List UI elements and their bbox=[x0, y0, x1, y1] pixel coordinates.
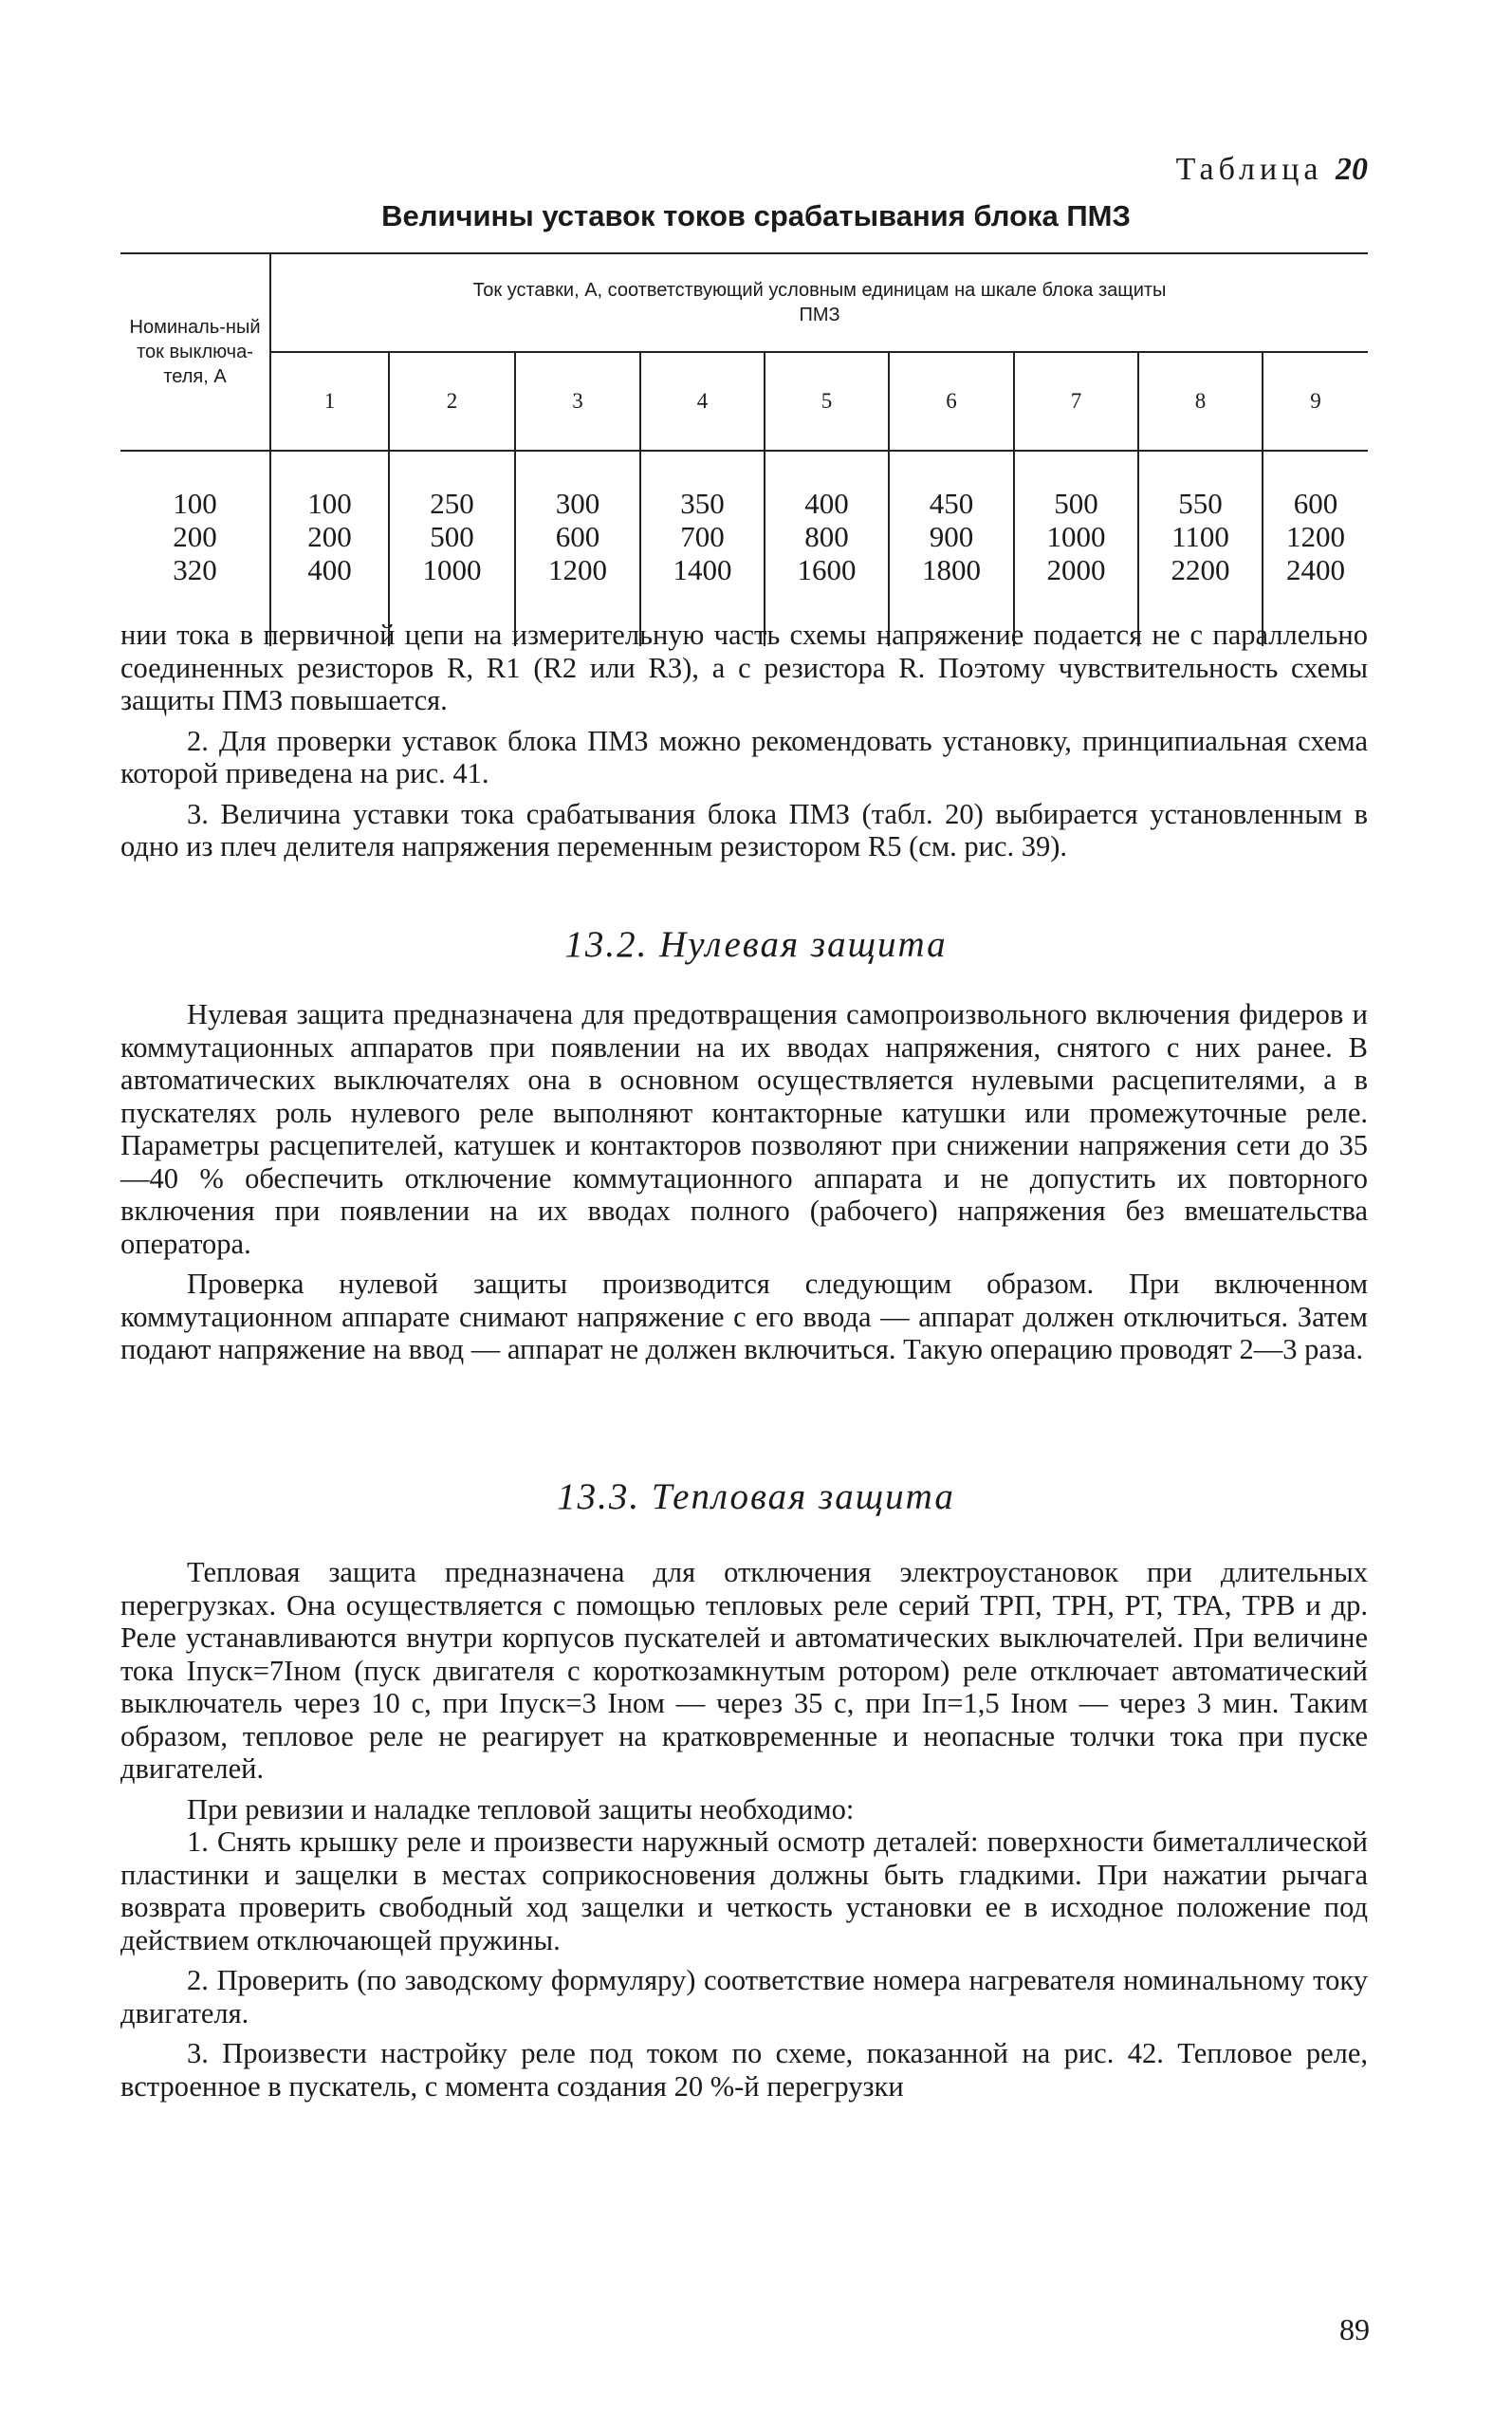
table-cell: 300 bbox=[555, 487, 600, 520]
header-unit: 9 bbox=[1263, 352, 1368, 451]
text-block-2 bbox=[120, 998, 1368, 1366]
table-title: Величины уставок токов срабатывания блока ПМЗ bbox=[381, 199, 1131, 232]
header-unit: 5 bbox=[765, 352, 889, 451]
unit-column-3 bbox=[515, 451, 640, 646]
rated-current-column bbox=[120, 451, 270, 646]
table-cell: 1200 bbox=[1286, 520, 1346, 553]
paragraph-thermal-3: 1. Снять крышку реле и произвести наружный осмотр деталей: поверхности биметаллической пластинки и защелки в местах соприкосновения должны быть гладкими. При нажатии рычага возврата проверить свободный ход защелки и четкость установки ее в исходное положение под действием отключающей пружины. bbox=[120, 1825, 1368, 1956]
table-label-word: Таблица bbox=[1175, 152, 1323, 187]
paragraph-item-2: 2. Для проверки уставок блока ПМЗ можно рекомендовать установку, принципиальная схема которой приведена на рис. 41. bbox=[120, 724, 1368, 789]
table-cell: 800 bbox=[804, 520, 849, 553]
unit-column-1 bbox=[270, 451, 389, 646]
header-unit: 2 bbox=[389, 352, 515, 451]
paragraph-continuation: нии тока в первичной цепи на измерительную часть схемы напряжение подается не с параллельно соединенных резисторов R, R1 (R2 или R3), а с резистора R. Поэтому чувствительность схемы защиты ПМЗ повышается. bbox=[120, 619, 1368, 716]
table-cell: 2000 bbox=[1046, 553, 1106, 586]
table-cell: 700 bbox=[680, 520, 725, 553]
unit-column-4 bbox=[640, 451, 765, 646]
paragraph-thermal-2: При ревизии и наладке тепловой защиты необходимо: bbox=[187, 1792, 855, 1825]
text-block-1 bbox=[120, 619, 1368, 863]
settings-table bbox=[120, 252, 1368, 646]
table-cell: 400 bbox=[804, 487, 849, 520]
table-cell: 2200 bbox=[1171, 553, 1230, 586]
table-cell: 350 bbox=[680, 487, 725, 520]
header-unit: 7 bbox=[1014, 352, 1138, 451]
table-cell: 900 bbox=[929, 520, 974, 553]
table-cell: 200 bbox=[173, 520, 217, 553]
table-cell: 400 bbox=[307, 553, 352, 586]
header-unit: 4 bbox=[640, 352, 765, 451]
unit-column-6 bbox=[889, 451, 1014, 646]
text-block-3 bbox=[120, 1556, 1368, 2103]
table-label-number: 20 bbox=[1336, 152, 1368, 187]
table-label bbox=[1176, 152, 1368, 188]
table-cell: 1200 bbox=[548, 553, 607, 586]
paragraph-zero-protection-1: Нулевая защита предназначена для предотвращения самопроизвольного включения фидеров и коммутационных аппаратов при появлении на их вводах напряжения, снятого с них ранее. В автоматических выключателях она в основном осуществляется нулевыми расцепителями, а в пускателях роль нулевого реле выполняют контакторные катушки или промежуточные реле. Параметры расцепителей, катушек и контакторов позволяют при снижении напряжения сети до 35—40 % обеспечить отключение коммутационного аппарата и не допустить их повторного включения при появлении на их вводах полного (рабочего) напряжения без вмешательства оператора. bbox=[120, 998, 1368, 1260]
table-cell: 1000 bbox=[1046, 520, 1106, 553]
table-cell: 2400 bbox=[1286, 553, 1346, 586]
section-heading-thermal-protection: 13.3. Тепловая защита bbox=[557, 1476, 955, 1517]
table-cell: 1000 bbox=[422, 553, 482, 586]
table-cell: 1800 bbox=[922, 553, 981, 586]
table-cell: 500 bbox=[430, 520, 474, 553]
unit-column-7 bbox=[1014, 451, 1138, 646]
header-unit: 1 bbox=[270, 352, 389, 451]
paragraph-zero-protection-2: Проверка нулевой защиты производится следующим образом. При включенном коммутационном аппарате снимают напряжение с его ввода — аппарат должен отключиться. Затем подают напряжение на ввод — аппарат не должен включиться. Такую операцию проводят 2—3 раза. bbox=[120, 1268, 1368, 1365]
paragraph-item-3: 3. Величина уставки тока срабатывания блока ПМЗ (табл. 20) выбирается установленным в одно из плеч делителя напряжения переменным резистором R5 (см. рис. 39). bbox=[120, 797, 1368, 862]
table-cell: 100 bbox=[173, 487, 217, 520]
table-cell: 1400 bbox=[673, 553, 732, 586]
table-cell: 600 bbox=[555, 520, 600, 553]
unit-column-5 bbox=[765, 451, 889, 646]
table-cell: 100 bbox=[307, 487, 352, 520]
paragraph-thermal-5: 3. Произвести настройку реле под током по схеме, показанной на рис. 42. Тепловое реле, встроенное в пускатель, с момента создания 20 %-й перегрузки bbox=[120, 2037, 1368, 2103]
table-cell: 250 bbox=[430, 487, 474, 520]
unit-column-9 bbox=[1263, 451, 1368, 646]
table-cell: 450 bbox=[929, 487, 974, 520]
unit-column-2 bbox=[389, 451, 515, 646]
table-cell: 1600 bbox=[797, 553, 857, 586]
header-unit: 8 bbox=[1138, 352, 1263, 451]
table-cell: 320 bbox=[173, 553, 217, 586]
table-cell: 1100 bbox=[1171, 520, 1229, 553]
paragraph-thermal-1: Тепловая защита предназначена для отключения электроустановок при длительных перегрузках. Она осуществляется с помощью тепловых реле серий ТРП, ТРН, РТ, ТРА, ТРВ и др. Реле устанавливаются внутри корпусов пускателей и автоматических выключателей. При величине тока Iпуск=7Iном (пуск двигателя с короткозамкнутым ротором) реле отключает автоматический выключатель через 10 с, при Iпуск=3 Iном — через 35 с, при Iп=1,5 Iном — через 3 мин. Таким образом, тепловое реле не реагирует на кратковременные и неопасные толчки тока при пуске двигателей. bbox=[120, 1556, 1368, 1785]
header-unit: 3 bbox=[515, 352, 640, 451]
table-cell: 200 bbox=[307, 520, 352, 553]
page-number: 89 bbox=[1339, 2312, 1370, 2346]
section-heading-zero-protection: 13.2. Нулевая защита bbox=[564, 924, 948, 965]
table-cell: 500 bbox=[1054, 487, 1098, 520]
header-unit: 6 bbox=[889, 352, 1014, 451]
header-setting-current bbox=[270, 253, 1368, 352]
paragraph-thermal-4: 2. Проверить (по заводскому формуляру) соответствие номера нагревателя номинальному току двигателя. bbox=[120, 1964, 1368, 2029]
table-cell: 550 bbox=[1178, 487, 1223, 520]
header-setting-current-text: Ток уставки, А, соответствующий условным единицам на шкале блока защиты ПМЗ bbox=[472, 280, 1167, 325]
header-rated-current: Номиналь-ный ток выключа-теля, А bbox=[120, 253, 270, 451]
unit-column-8 bbox=[1138, 451, 1263, 646]
table-cell: 600 bbox=[1293, 487, 1338, 520]
